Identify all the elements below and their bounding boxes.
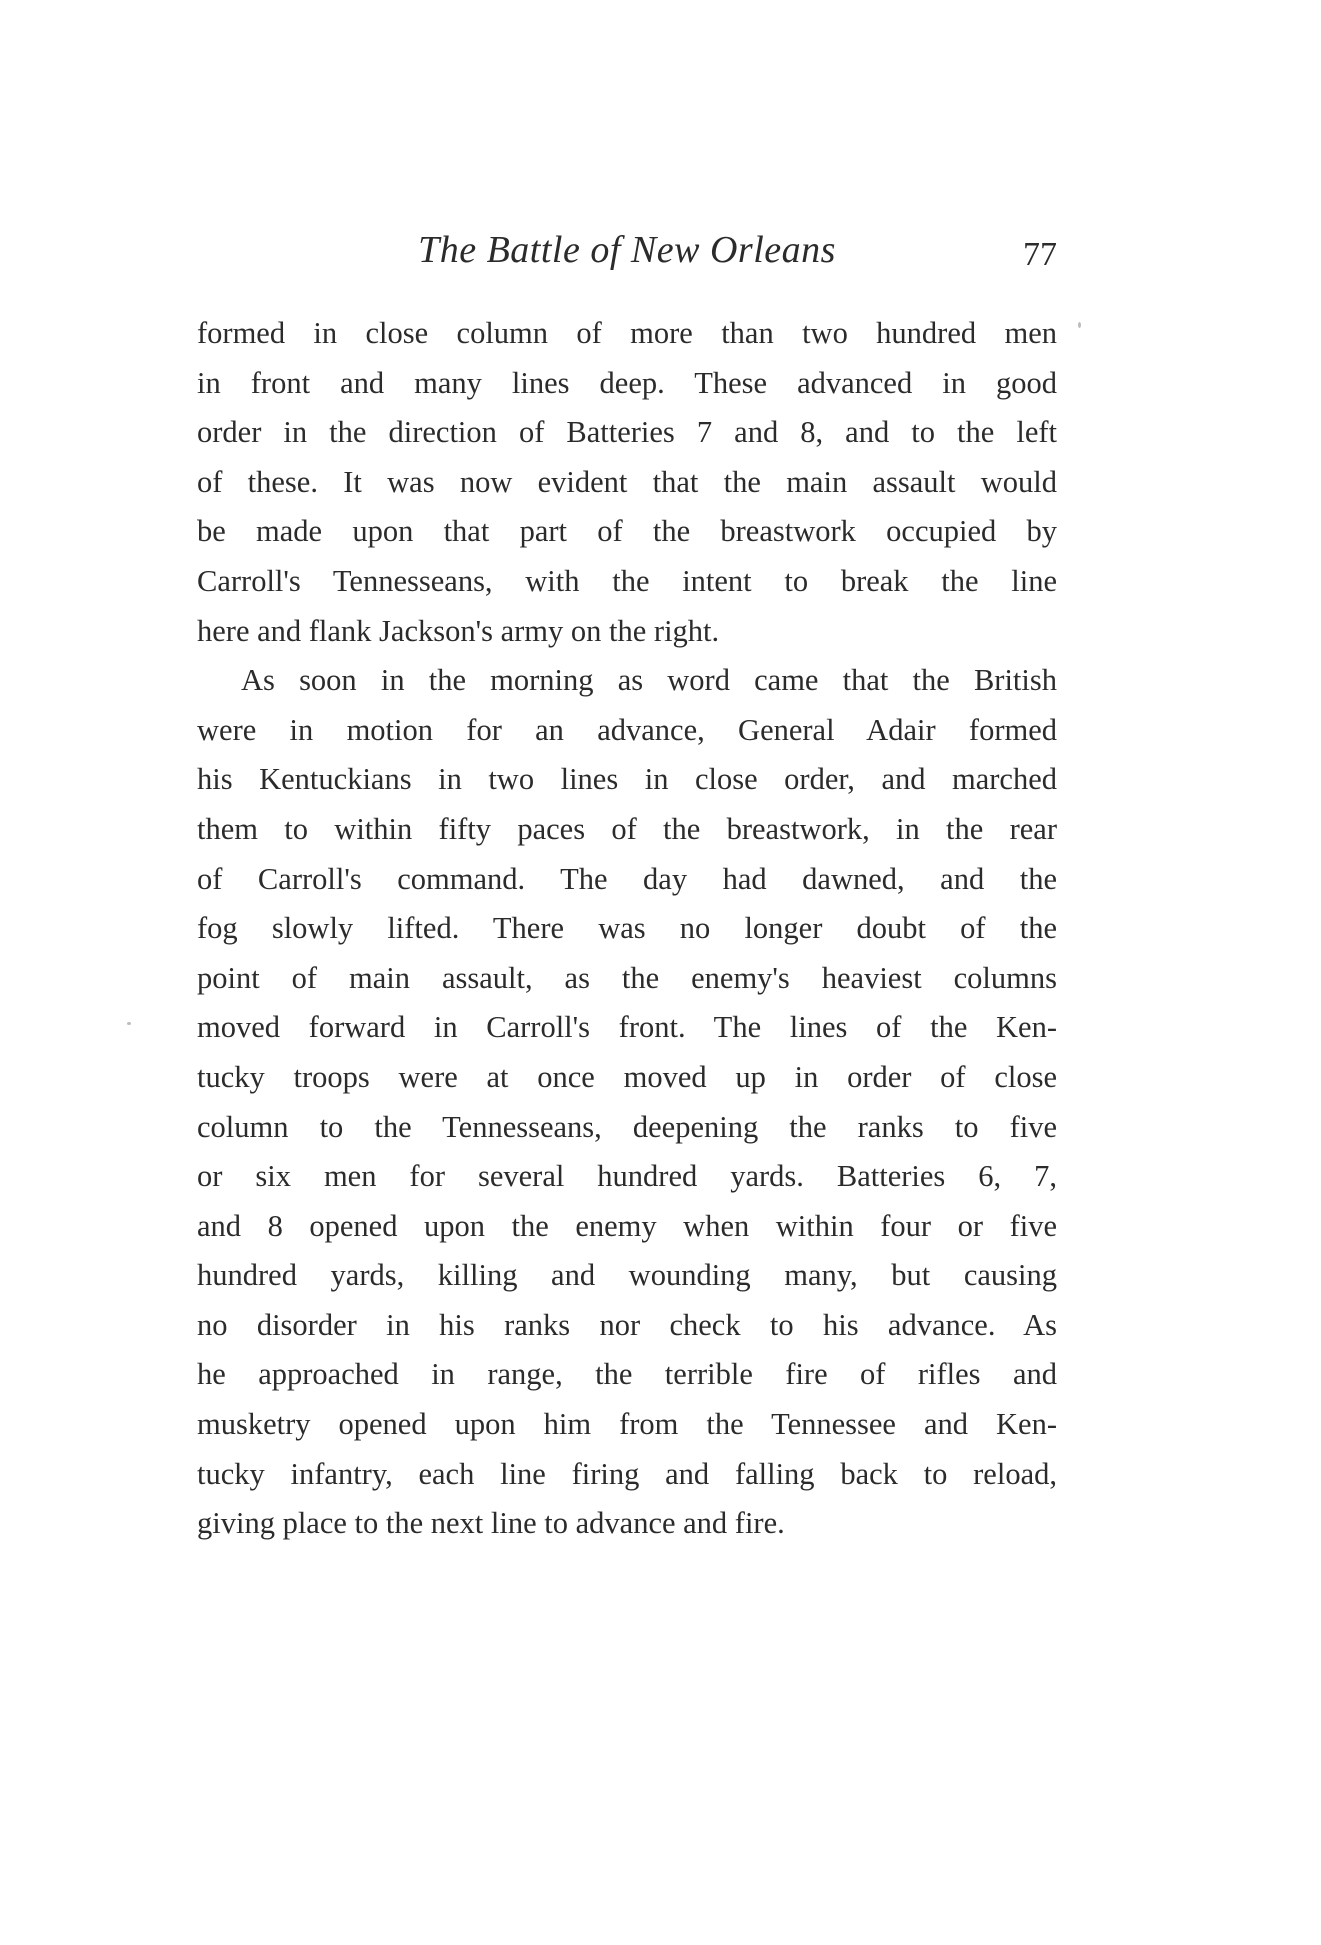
- text-line: column to the Tennesseans, deepening the ranks to five: [197, 1109, 1057, 1144]
- text-line: of Carroll's command. The day had dawned, and the: [197, 861, 1057, 896]
- running-title: The Battle of New Orleans: [418, 229, 836, 271]
- scan-speck: [1078, 322, 1081, 328]
- text-line: musketry opened upon him from the Tennessee and Ken-: [197, 1407, 1057, 1442]
- text-line: be made upon that part of the breastwork occupied by: [197, 514, 1057, 549]
- running-head: [197, 228, 1057, 288]
- text-line: hundred yards, killing and wounding many, but causing: [197, 1258, 1057, 1293]
- text-line: fog slowly lifted. There was no longer doubt of the: [197, 911, 1057, 946]
- text-line: in front and many lines deep. These advanced in good: [197, 365, 1057, 400]
- text-line: Carroll's Tennesseans, with the intent to break the line: [197, 563, 1057, 598]
- text-line: he approached in range, the terrible fire of rifles and: [197, 1357, 1057, 1392]
- text-line: order in the direction of Batteries 7 and 8, and to the left: [197, 415, 1057, 450]
- paragraph-1: [197, 309, 1057, 656]
- text-line: and 8 opened upon the enemy when within four or five: [197, 1208, 1057, 1243]
- page-number: 77: [1023, 236, 1057, 273]
- text-line: tucky troops were at once moved up in order of close: [197, 1059, 1057, 1094]
- text-line: As soon in the morning as word came that the British: [241, 663, 1057, 698]
- text-line: them to within fifty paces of the breastwork, in the rear: [197, 811, 1057, 846]
- text-line: moved forward in Carroll's front. The lines of the Ken-: [197, 1010, 1057, 1045]
- text-line: were in motion for an advance, General Adair formed: [197, 712, 1057, 747]
- text-line: formed in close column of more than two hundred men: [197, 316, 1057, 350]
- text-line: tucky infantry, each line firing and falling back to reload,: [197, 1456, 1057, 1491]
- text-line: giving place to the next line to advance and fire.: [197, 1506, 785, 1541]
- text-line: point of main assault, as the enemy's heaviest columns: [197, 960, 1057, 995]
- text-line: no disorder in his ranks nor check to his advance. As: [197, 1307, 1057, 1342]
- text-line: or six men for several hundred yards. Batteries 6, 7,: [197, 1159, 1057, 1194]
- text-line: his Kentuckians in two lines in close order, and marched: [197, 762, 1057, 797]
- paragraph-2: [197, 656, 1057, 1549]
- body-text: [197, 309, 1057, 1549]
- scan-speck: [127, 1022, 131, 1025]
- text-line: here and flank Jackson's army on the right.: [197, 613, 720, 648]
- text-line: of these. It was now evident that the main assault would: [197, 464, 1057, 499]
